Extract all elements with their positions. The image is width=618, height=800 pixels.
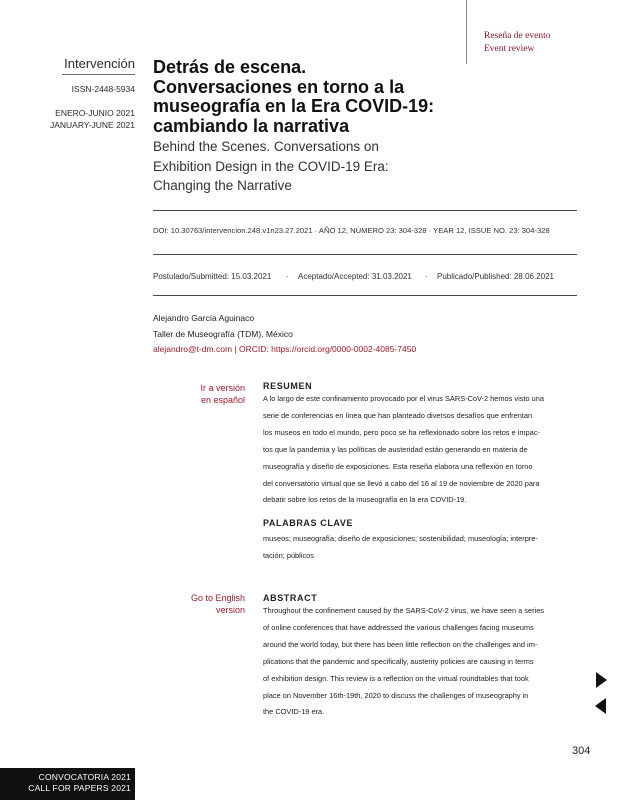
resumen-line: del conversatorio virtual que se llevó a cabo del 16 al 19 de noviembre de 2020 para xyxy=(263,478,540,488)
footer-line-es: CONVOCATORIA 2021 xyxy=(38,772,131,782)
review-type xyxy=(484,30,550,56)
abstract-line: place on November 16th-19th, 2020 to discuss the challenges of museography in xyxy=(263,690,529,700)
link-english-line: version xyxy=(215,605,245,615)
link-english-version[interactable] xyxy=(150,592,245,616)
abstract-line: the COVID-19 era. xyxy=(263,707,325,717)
title-en-line: Changing the Narrative xyxy=(153,178,292,193)
resumen-line: serie de conferencias en línea que han planteado diversos desafíos que enfrentan xyxy=(263,410,533,420)
resumen-line: los museos en todo el mundo, pero poco se ha reflexionado sobre los retos e impac- xyxy=(263,427,540,437)
journal-section: Intervención xyxy=(64,56,135,71)
keywords-line: museos; museografía; diseño de exposiciones; sostenibilidad; museología; interpre- xyxy=(263,534,538,543)
resumen-line: debatir sobre los retos de la museografía en la era COVID-19. xyxy=(263,495,467,505)
issue-period xyxy=(20,107,135,131)
title-en-line: Behind the Scenes. Conversations on xyxy=(153,139,379,154)
period-es: ENERO-JUNIO 2021 xyxy=(55,108,135,118)
section-underline xyxy=(62,74,135,75)
footer-line-en: CALL FOR PAPERS 2021 xyxy=(28,783,131,793)
review-type-es: Reseña de evento xyxy=(484,31,551,41)
link-spanish-line: Ir a versión xyxy=(200,383,245,393)
previous-page-arrow-icon[interactable] xyxy=(594,697,608,715)
title-es-line: cambiando la narrativa xyxy=(153,115,350,136)
abstract-line: Throughout the confinement caused by the SARS-CoV-2 virus, we have seen a series xyxy=(263,606,544,615)
palabras-clave-heading: PALABRAS CLAVE xyxy=(263,518,354,528)
date-separator: · xyxy=(286,272,289,281)
issn: ISSN-2448-5934 xyxy=(71,84,135,94)
author-orcid-link[interactable]: ORCID: https://orcid.org/0000-0002-4085-7450 xyxy=(239,344,417,354)
author-separator: | xyxy=(234,344,237,354)
abstract-heading: ABSTRACT xyxy=(263,593,318,603)
resumen-heading: RESUMEN xyxy=(263,381,313,391)
header-divider xyxy=(466,0,467,64)
abstract-line: of exhibition design. This review is a reflection on the virtual roundtables that took xyxy=(263,673,529,683)
page-number: 304 xyxy=(572,745,591,757)
abstract-body xyxy=(263,603,575,721)
next-page-arrow-icon[interactable] xyxy=(594,671,608,689)
date-separator: · xyxy=(425,272,428,281)
title-english xyxy=(153,137,453,196)
title-en-line: Exhibition Design in the COVID-19 Era: xyxy=(153,158,389,174)
author-affiliation: Taller de Museografía (TDM), México xyxy=(153,328,293,339)
resumen-line: tos que la pandemia y las políticas de austeridad están generando en materia de xyxy=(263,444,528,454)
abstract-line: of online conferences that have addressed the various challenges facing museums xyxy=(263,622,534,632)
divider-rule xyxy=(153,210,577,211)
keywords-line: tación; públicos xyxy=(263,551,314,560)
palabras-clave-body xyxy=(263,530,575,564)
title-es-line: Conversaciones en torno a la xyxy=(153,76,405,97)
call-for-papers-text[interactable] xyxy=(0,772,131,794)
link-spanish-version[interactable] xyxy=(150,382,245,406)
date-submitted: Postulado/Submitted: 15.03.2021 xyxy=(153,272,272,281)
link-english-line: Go to English xyxy=(190,593,245,603)
link-spanish-line: en español xyxy=(200,395,245,405)
review-type-en: Event review xyxy=(484,44,535,54)
period-en: JANUARY-JUNE 2021 xyxy=(49,120,135,130)
abstract-line: plications that the pandemic and specifically, austerity policies are causing in terms xyxy=(263,656,534,666)
date-accepted: Aceptado/Accepted: 31.03.2021 xyxy=(298,272,412,281)
date-published: Publicado/Published: 28.06.2021 xyxy=(437,272,554,281)
resumen-line: museografía y diseño de exposiciones. Esta reseña elabora una reflexión en torno xyxy=(263,461,533,471)
resumen-line: A lo largo de este confinamiento provocado por el virus SARS-CoV-2 hemos visto una xyxy=(263,394,544,403)
author-block xyxy=(153,311,416,358)
author-name: Alejandro García Aguinaco xyxy=(153,313,255,323)
abstract-line: around the world today, but there has been little reflection on the challenges and im- xyxy=(263,639,538,649)
doi-line: DOI: 10.30763/intervencion.248.v1n23.27.2021 · AÑO 12, NÚMERO 23: 304-328 · YEAR 12, ISSUE NO. 23: 304-328 xyxy=(153,226,550,235)
title-es-line: Detrás de escena. xyxy=(153,57,307,77)
divider-rule xyxy=(153,295,577,296)
title-es-line: museografía en la Era COVID-19: xyxy=(153,96,435,116)
author-email-link[interactable]: alejandro@t-dm.com xyxy=(153,344,233,354)
divider-rule xyxy=(153,254,577,255)
title-spanish xyxy=(153,58,483,136)
resumen-body xyxy=(263,391,575,509)
